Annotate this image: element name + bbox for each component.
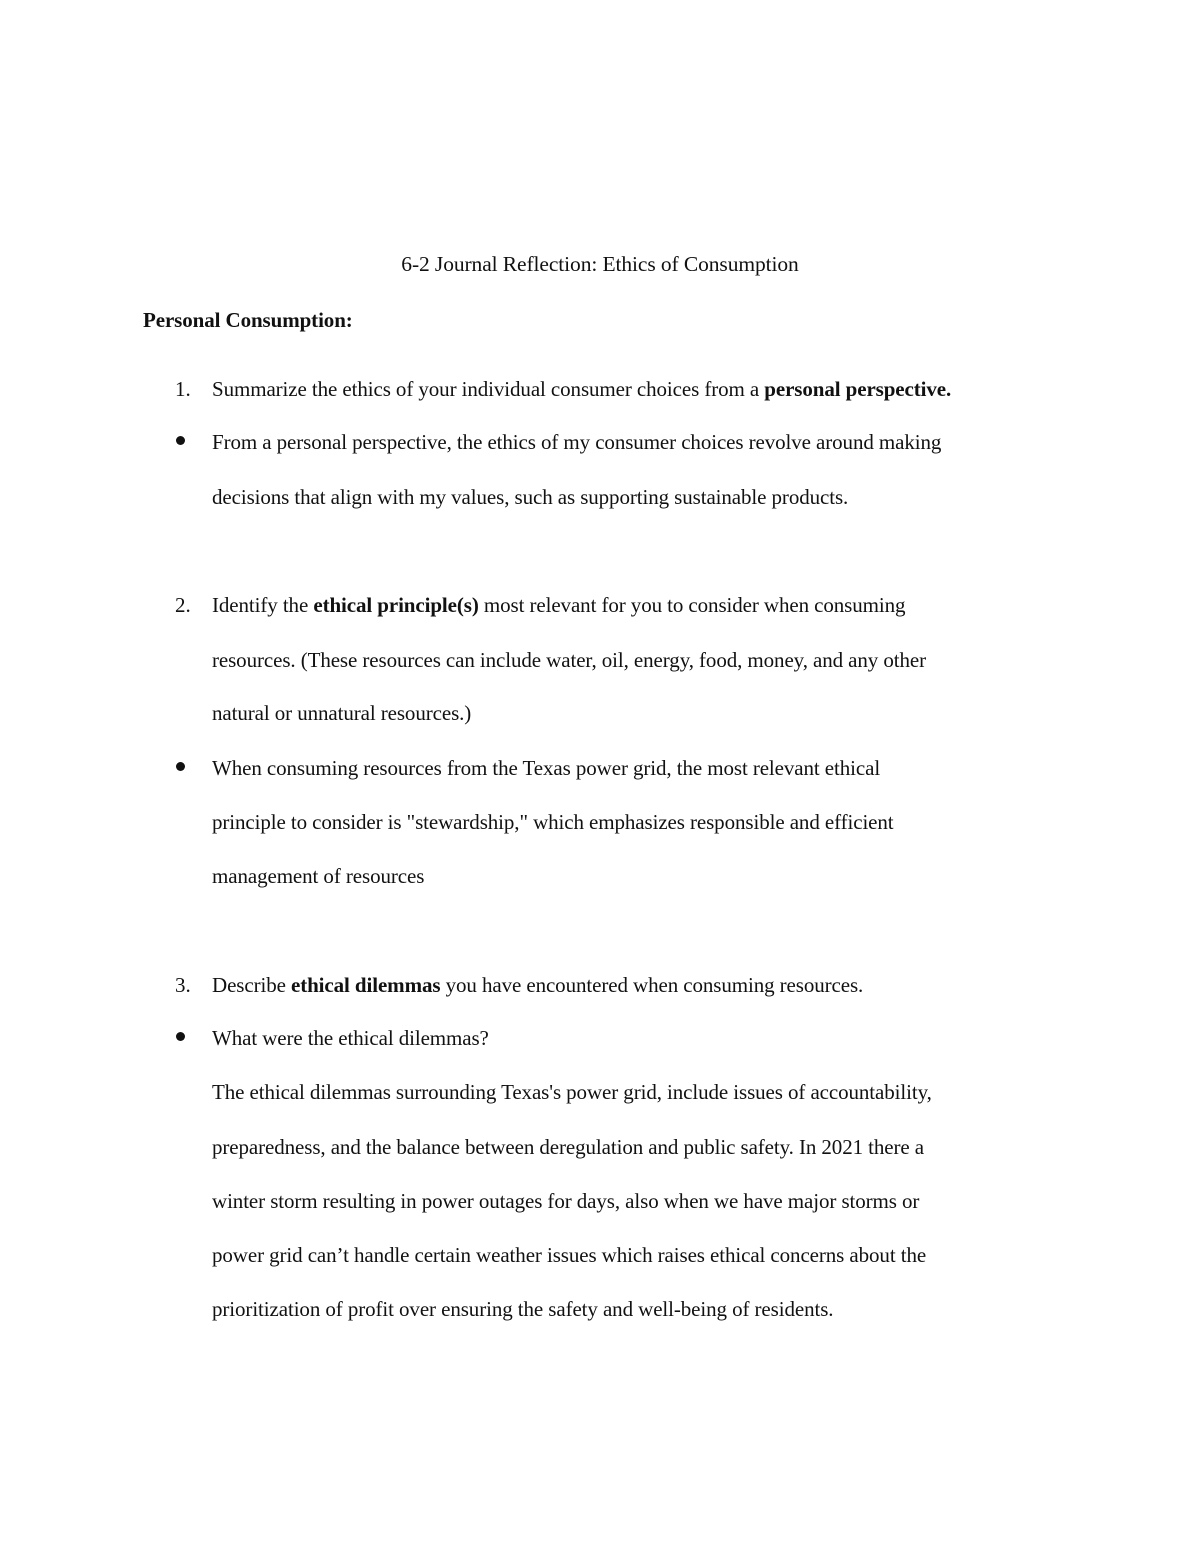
bullet-icon	[176, 436, 185, 445]
answer-3-line-4: power grid can’t handle certain weather issues which raises ethical concerns about the	[212, 1243, 927, 1267]
answer-3-line-3: winter storm resulting in power outages for days, also when we have major storms or	[212, 1189, 920, 1213]
question-3-line-1	[212, 971, 863, 999]
question-3-sub-question: What were the ethical dilemmas?	[212, 1026, 489, 1050]
bullet-icon	[176, 1032, 185, 1041]
question-2-line-3: natural or unnatural resources.)	[212, 701, 472, 725]
question-1-number: 1.	[175, 377, 191, 401]
question-3-pre: Describe	[212, 973, 291, 997]
page-title: 6-2 Journal Reflection: Ethics of Consumption	[401, 252, 799, 276]
question-2-line-2: resources. (These resources can include water, oil, energy, food, money, and any other	[212, 648, 927, 672]
question-2-line-1	[212, 591, 905, 619]
question-1-text	[212, 375, 951, 403]
answer-1-line-2: decisions that align with my values, such as supporting sustainable products.	[212, 485, 849, 509]
answer-2-line-3: management of resources	[212, 864, 425, 888]
question-3-bold: ethical dilemmas	[290, 973, 441, 997]
question-3-post: you have encountered when consuming resources.	[440, 973, 864, 997]
answer-2-line-1: When consuming resources from the Texas power grid, the most relevant ethical	[212, 756, 881, 780]
answer-2-line-2: principle to consider is "stewardship," which emphasizes responsible and efficient	[212, 810, 894, 834]
answer-1-line-1: From a personal perspective, the ethics of my consumer choices revolve around making	[212, 430, 942, 454]
question-1-text-bold: personal perspective.	[764, 377, 952, 401]
question-2-pre: Identify the	[212, 593, 314, 617]
question-2-bold: ethical principle(s)	[313, 593, 479, 617]
question-3-number: 3.	[175, 973, 191, 997]
section-heading: Personal Consumption:	[143, 308, 353, 332]
question-1-text-plain: Summarize the ethics of your individual consumer choices from a	[212, 377, 765, 401]
question-2-post: most relevant for you to consider when consuming	[478, 593, 906, 617]
answer-3-line-5: prioritization of profit over ensuring the safety and well-being of residents.	[212, 1297, 834, 1321]
bullet-icon	[176, 762, 185, 771]
answer-3-line-1: The ethical dilemmas surrounding Texas's power grid, include issues of accountability,	[212, 1080, 932, 1104]
answer-3-line-2: preparedness, and the balance between deregulation and public safety. In 2021 there a	[212, 1135, 925, 1159]
question-2-number: 2.	[175, 593, 191, 617]
